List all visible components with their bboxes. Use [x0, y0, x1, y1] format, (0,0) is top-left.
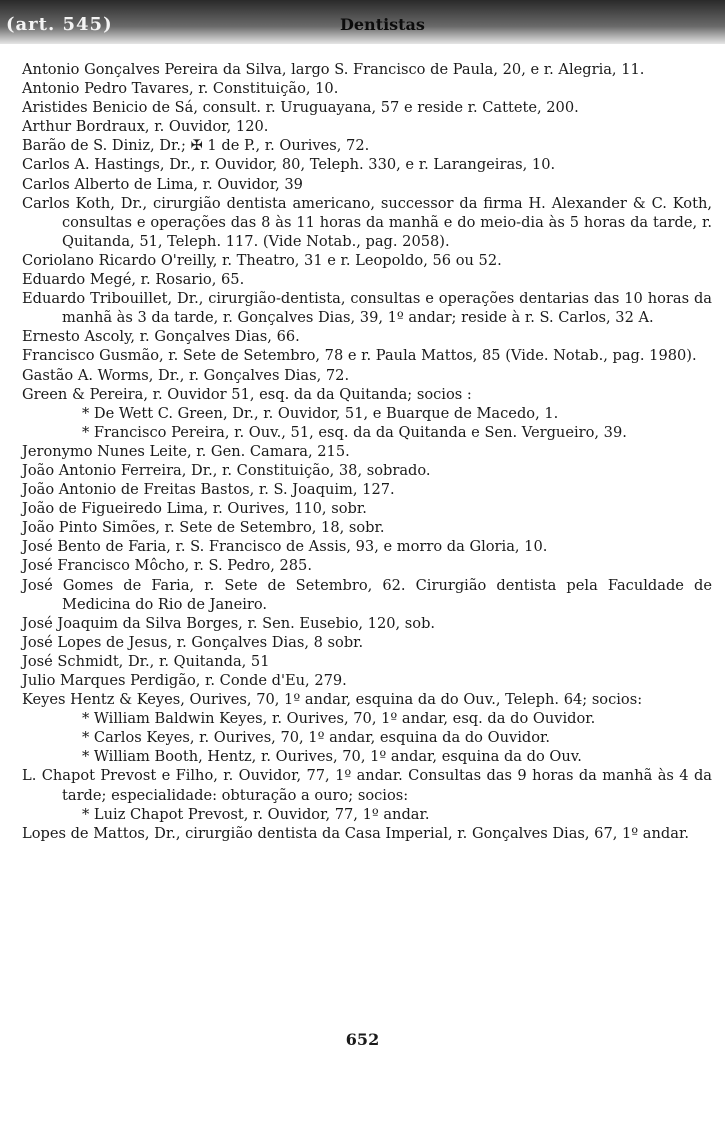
list-item-partner: * Francisco Pereira, r. Ouv., 51, esq. da da Quitanda e Sen. Vergueiro, 39. [82, 423, 627, 441]
list-item: Carlos Alberto de Lima, r. Ouvidor, 39 [22, 175, 303, 193]
list-item: José Francisco Môcho, r. S. Pedro, 285. [22, 557, 312, 575]
list-item: João Antonio Ferreira, Dr., r. Constituição, 38, sobrado. [22, 461, 431, 479]
list-item: Julio Marques Perdigão, r. Conde d'Eu, 279. [22, 672, 347, 689]
list-item-partner: * Carlos Keyes, r. Ourives, 70, 1º andar, esquina da do Ouvidor. [82, 729, 551, 747]
list-item: Antonio Pedro Tavares, r. Constituição, 10. [22, 80, 339, 98]
list-item: João de Figueiredo Lima, r. Ourives, 110, sobr. [22, 500, 367, 518]
list-item-partner: * William Baldwin Keyes, r. Ourives, 70, 1º andar, esq. da do Ouvidor. [82, 710, 596, 728]
list-item: Eduardo Tribouillet, Dr., cirurgião-dentista, consultas e operações dentarias das 10 horas da manhã às 3 da tarde, r. Gonçalves Dias, 39, 1º andar; reside à r. S. Carlos, 32 A. [22, 290, 712, 327]
list-item-partner: * De Wett C. Green, Dr., r. Ouvidor, 51, e Buarque de Macedo, 1. [82, 404, 559, 422]
section-reference: (art. 545) [6, 14, 113, 35]
entry-list [22, 60, 712, 843]
list-item: Eduardo Megé, r. Rosario, 65. [22, 271, 245, 289]
list-item: Aristides Benicio de Sá, consult. r. Uruguayana, 57 e reside r. Cattete, 200. [22, 99, 579, 117]
list-item: Ernesto Ascoly, r. Gonçalves Dias, 66. [22, 328, 300, 346]
list-item-partner: * Luiz Chapot Prevost, r. Ouvidor, 77, 1º andar. [82, 805, 430, 823]
list-item: Jeronymo Nunes Leite, r. Gen. Camara, 215. [22, 442, 350, 460]
list-item: Francisco Gusmão, r. Sete de Setembro, 78 e r. Paula Mattos, 85 (Vide. Notab., pag. 1980). [22, 347, 697, 365]
list-item: Arthur Bordraux, r. Ouvidor, 120. [22, 118, 269, 136]
list-item: Barão de S. Diniz, Dr.; ✠ 1 de P., r. Ourives, 72. [22, 137, 370, 155]
list-item: Gastão A. Worms, Dr., r. Gonçalves Dias, 72. [22, 366, 350, 384]
list-item: João Pinto Simões, r. Sete de Setembro, 18, sobr. [22, 519, 385, 537]
list-item: Green & Pereira, r. Ouvidor 51, esq. da da Quitanda; socios : [22, 385, 472, 403]
list-item: Antonio Gonçalves Pereira da Silva, largo S. Francisco de Paula, 20, e r. Alegria, 11. [22, 61, 645, 78]
list-item: Carlos Koth, Dr., cirurgião dentista americano, successor da firma H. Alexander & C. Koth, consultas e operações das 8 às 11 horas da manhã e do meio-dia às 5 horas da tarde, r. Quitanda, 51, Teleph. 117. (Vide Notab., pag. 2058). [22, 194, 712, 250]
list-item-partner: * William Booth, Hentz, r. Ourives, 70, 1º andar, esquina da do Ouv. [82, 748, 582, 766]
list-item: José Bento de Faria, r. S. Francisco de Assis, 93, e morro da Gloria, 10. [22, 538, 548, 556]
list-item: Lopes de Mattos, Dr., cirurgião dentista da Casa Imperial, r. Gonçalves Dias, 67, 1º andar. [22, 824, 689, 842]
list-item: Keyes Hentz & Keyes, Ourives, 70, 1º andar, esquina da do Ouv., Teleph. 64; socios: [22, 691, 643, 709]
list-item: José Joaquim da Silva Borges, r. Sen. Eusebio, 120, sob. [22, 614, 436, 632]
list-item: Coriolano Ricardo O'reilly, r. Theatro, 31 e r. Leopoldo, 56 ou 52. [22, 251, 502, 269]
list-item: José Schmidt, Dr., r. Quitanda, 51 [22, 652, 270, 670]
list-item: João Antonio de Freitas Bastos, r. S. Joaquim, 127. [22, 481, 395, 499]
running-head [0, 14, 725, 38]
list-item: José Gomes de Faria, r. Sete de Setembro, 62. Cirurgião dentista pela Faculdade de Medicina do Rio de Janeiro. [22, 576, 712, 613]
list-item: Carlos A. Hastings, Dr., r. Ouvidor, 80, Teleph. 330, e r. Larangeiras, 10. [22, 156, 556, 174]
page-number: 652 [345, 1030, 380, 1049]
list-item: L. Chapot Prevost e Filho, r. Ouvidor, 77, 1º andar. Consultas das 9 horas da manhã às 4 da tarde; especialidade: obturação a ouro; socios: [22, 767, 712, 804]
page-title: Dentistas [340, 15, 425, 34]
list-item: José Lopes de Jesus, r. Gonçalves Dias, 8 sobr. [22, 633, 364, 651]
